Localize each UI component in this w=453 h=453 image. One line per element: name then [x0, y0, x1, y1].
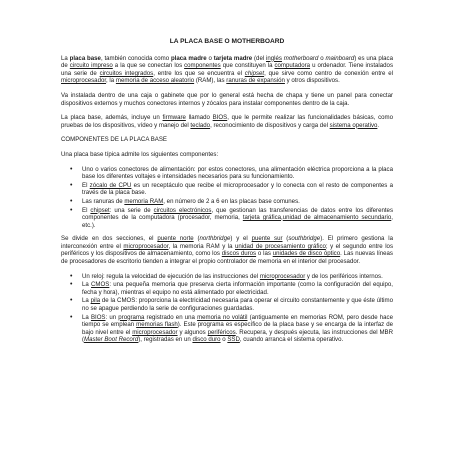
text-run: Las ranuras de	[82, 197, 125, 205]
text-run: El	[82, 206, 91, 214]
chipset-paragraph	[61, 235, 393, 265]
hyperlink[interactable]: puente norte	[157, 235, 194, 243]
hyperlink[interactable]: CMOS	[91, 281, 110, 289]
text-run: o	[318, 54, 326, 62]
hyperlink[interactable]: periféricos	[207, 328, 236, 336]
text-run: ) es una placa de	[61, 54, 393, 70]
text-run: ; y el segundo entre los periféricos y los dispositivos de almacenamiento, como los	[61, 242, 393, 258]
text-run: , cuando arranca el sistema operativo.	[239, 336, 344, 344]
hyperlink[interactable]: BIOS	[212, 114, 228, 122]
text-run: northbridge	[199, 235, 231, 243]
case-paragraph	[61, 92, 393, 107]
text-run: La	[82, 281, 92, 289]
text-run: . Las nuevas líneas de procesadores de escritorio tienden a integrar el propio controlador de memoria en el interior del procesador.	[61, 250, 393, 266]
text-run: que constituyen la	[220, 62, 275, 70]
text-run: (del	[252, 54, 267, 62]
text-run: ). El primero gestiona la interconexión entre el	[61, 235, 393, 250]
hyperlink[interactable]: memoria RAM	[124, 197, 164, 205]
text-run: : una pequeña memoria que preserva cierta información importante (como la configuración del equipo, fecha y hora), mientras el equipo no está alimentado por electricidad.	[82, 281, 393, 296]
text-run: y de los periféricos internos.	[305, 272, 383, 280]
list-item	[82, 281, 393, 296]
hyperlink[interactable]: teclado	[190, 121, 211, 129]
text-run: o las	[256, 250, 273, 258]
text-run: (	[282, 235, 289, 243]
text-run: La	[61, 54, 70, 62]
text-run: Un reloj: regula la velocidad de ejecución de las instrucciones del	[82, 272, 260, 280]
text-run: ,	[281, 214, 283, 222]
list-item	[82, 207, 393, 230]
text-run: ) y el	[230, 235, 252, 243]
text-run: , entre los que se encuentra el	[153, 69, 245, 77]
list-item	[82, 273, 393, 281]
text-run: , que gestionan las transferencias de datos entre los diferentes componentes de la computadora (procesador, memoria,	[82, 206, 393, 222]
text-run: La	[82, 297, 91, 305]
hyperlink[interactable]: componentes	[184, 62, 221, 70]
list-item	[82, 297, 393, 312]
hyperlink[interactable]: puente sur	[251, 235, 283, 243]
hyperlink[interactable]: microprocesador	[61, 77, 107, 85]
bios-paragraph	[61, 114, 393, 129]
text-run: . Recupera, y después ejecuta, las instrucciones del MBR (	[82, 328, 393, 344]
hyperlink[interactable]: discos duros	[221, 250, 257, 258]
list-intro: Una placa base típica admite los siguientes componentes:	[61, 150, 219, 158]
text-run: (antiguamente en memorias ROM, pero desde hace tiempo se emplean	[82, 313, 393, 329]
hyperlink[interactable]: memorias flash	[136, 321, 178, 329]
hyperlink[interactable]: firmware	[162, 114, 186, 122]
text-run: (RAM), las	[194, 77, 227, 85]
text-run: , que le permite realizar las funcionalidades básicas, como pruebas de los dispositivos, vídeo y manejo del	[61, 114, 394, 129]
list-item	[82, 182, 393, 197]
text-run: placa base	[69, 54, 101, 62]
text-run: , la	[106, 77, 116, 85]
hyperlink[interactable]: unidad de almacenamiento secundario	[282, 214, 392, 222]
hyperlink[interactable]: microprocesador	[132, 328, 178, 336]
text-run: o	[220, 336, 228, 344]
text-run: , reconocimiento de dispositivos y carga del	[210, 121, 330, 129]
text-run: y otros dispositivos.	[284, 77, 340, 85]
intro-paragraph	[61, 55, 393, 85]
text-run: u ordenador. Tiene instalados una serie de	[61, 62, 393, 77]
hyperlink[interactable]: programa	[118, 313, 145, 321]
hyperlink[interactable]: Master Boot Record	[84, 336, 139, 344]
hyperlink[interactable]: tarjeta gráfica	[242, 214, 282, 222]
hyperlink[interactable]: unidad de procesamiento gráfico	[235, 242, 326, 250]
hyperlink[interactable]: microprocesador	[259, 272, 306, 280]
hyperlink[interactable]: circuito impreso	[69, 62, 113, 70]
text-run: Va instalada dentro de una caja o gabinete que por lo general está hecha de chapa y tiene un panel para conectar dispositivos externos y muchos conectores internos y zócalos para instalar componentes dentro de la caja.	[61, 91, 393, 107]
hyperlink[interactable]: SSD	[227, 336, 240, 344]
text-run: (	[193, 235, 200, 243]
hyperlink[interactable]: memoria de acceso aleatorio	[115, 77, 195, 85]
hyperlink[interactable]: unidades de disco óptico	[272, 250, 341, 258]
text-run: llamado	[185, 114, 213, 122]
text-run: La	[82, 313, 91, 321]
hyperlink[interactable]: circuitos integrados	[99, 69, 154, 77]
text-run: tarjeta madre	[213, 54, 253, 62]
hyperlink[interactable]: inglés	[266, 54, 282, 62]
text-run: , la memoria RAM y la	[168, 242, 236, 250]
list-item	[82, 198, 393, 206]
component-list-2	[61, 273, 393, 344]
text-run: motherboard	[283, 54, 319, 62]
hyperlink[interactable]: zócalo de CPU	[89, 181, 132, 189]
text-run: .	[377, 121, 380, 129]
component-list	[61, 166, 393, 230]
hyperlink[interactable]: chipset	[244, 69, 265, 77]
text-run: registrado en una	[144, 313, 198, 321]
text-run: southbridge	[288, 235, 321, 243]
hyperlink[interactable]: memoria no volátil	[197, 313, 248, 321]
hyperlink[interactable]: pila	[90, 297, 101, 305]
section-heading: COMPONENTES DE LA PLACA BASE	[61, 136, 167, 144]
hyperlink[interactable]: microprocesador	[123, 242, 169, 250]
text-run: placa madre	[170, 54, 207, 62]
text-run: Uno o varios conectores de alimentación: por estos conectores, una alimentación eléctrica proporciona a la placa base los diferentes voltajes e intensidades necesarios para su funcionamiento.	[82, 165, 393, 181]
text-run: : una serie de	[109, 206, 154, 214]
text-run: de la CMOS: proporciona la electricidad necesaria para operar el circuito constantemente y que éste último no se apague perdiendo la serie de configuraciones guardadas.	[82, 297, 393, 313]
hyperlink[interactable]: computadora	[274, 62, 311, 70]
text-run: o	[206, 54, 214, 62]
text-run: La placa base, además, incluye un	[61, 114, 163, 122]
text-run: : un	[105, 313, 119, 321]
hyperlink[interactable]: circuitos electrónicos	[153, 206, 212, 214]
text-run: , que sirve como centro de conexión entre el	[264, 69, 393, 77]
list-item	[82, 166, 393, 181]
page-title: LA PLACA BASE O MOTHERBOARD	[169, 38, 285, 45]
hyperlink[interactable]: disco duro	[192, 336, 221, 344]
hyperlink[interactable]: ranuras de expansión	[226, 77, 285, 85]
text-run: Se divide en dos secciones, el	[61, 235, 158, 243]
hyperlink[interactable]: chipset	[90, 206, 110, 214]
text-run: a la que se conectan los	[112, 62, 185, 70]
text-run: , etc.).	[82, 214, 393, 229]
text-run: ), registradas en un	[138, 336, 193, 344]
hyperlink[interactable]: sistema operativo	[329, 121, 378, 129]
text-run: y algunos	[177, 328, 208, 336]
hyperlink[interactable]: BIOS	[90, 313, 106, 321]
text-run: es un receptáculo que recibe el microprocesador y lo conecta con el resto de componentes a través de la placa base.	[82, 181, 393, 197]
text-run: ). Este programa es específico de la placa base y se encarga de la interfaz de bajo nivel entre el	[82, 321, 393, 336]
list-item	[82, 314, 393, 344]
text-run: , también conocida como	[100, 54, 171, 62]
text-run: mainboard	[325, 54, 355, 62]
text-run: , en número de 2 a 6 en las placas base comunes.	[163, 197, 300, 205]
text-run: El	[82, 181, 90, 189]
